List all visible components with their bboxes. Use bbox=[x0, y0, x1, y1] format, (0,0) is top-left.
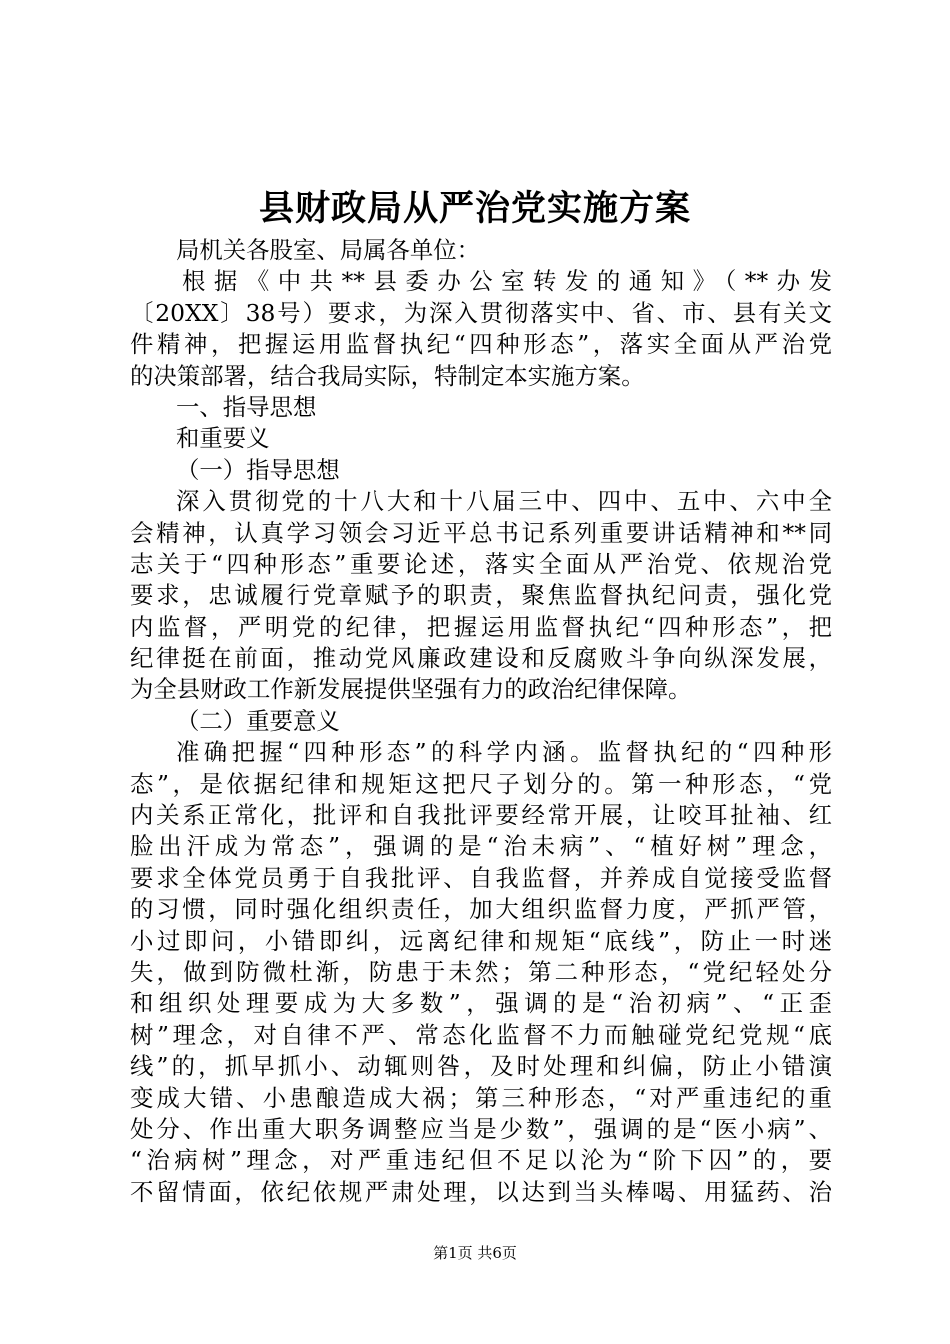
text-line: 志关于“四种形态”重要论述，落实全面从严治党、依规治党 bbox=[130, 549, 832, 578]
text-line: 和重要义 bbox=[176, 424, 270, 453]
text-line: 要求全体党员勇于自我批评、自我监督，并养成自觉接受监督 bbox=[130, 863, 832, 892]
text-line: 线”的，抓早抓小、动辄则咎，及时处理和纠偏，防止小错演 bbox=[130, 1052, 832, 1081]
text-line: “治病树”理念，对严重违纪但不足以沦为“阶下囚”的，要 bbox=[130, 1146, 832, 1175]
text-line: 小过即问，小错即纠，远离纪律和规矩“底线”，防止一时迷 bbox=[130, 926, 832, 955]
text-line: 深入贯彻党的十八大和十八届三中、四中、五中、六中全 bbox=[176, 487, 832, 516]
text-line: 会精神，认真学习领会习近平总书记系列重要讲话精神和**同 bbox=[130, 518, 832, 547]
text-line: 根据《中共**县委办公室转发的通知》（**办发 bbox=[182, 267, 832, 296]
text-line: 脸出汗成为常态”，强调的是“治未病”、“植好树”理念， bbox=[130, 832, 832, 861]
text-line: 内关系正常化，批评和自我批评要经常开展，让咬耳扯袖、红 bbox=[130, 801, 832, 830]
text-line: 件精神，把握运用监督执纪“四种形态”，落实全面从严治党 bbox=[130, 330, 832, 359]
text-line: 局机关各股室、局属各单位： bbox=[176, 236, 481, 264]
text-line: 树”理念，对自律不严、常态化监督不力而触碰党纪党规“底 bbox=[130, 1020, 832, 1049]
text-line: 和组织处理要成为大多数”，强调的是“治初病”、“正歪 bbox=[130, 989, 832, 1018]
text-line: （一）指导思想 bbox=[176, 455, 340, 484]
text-line: 不留情面，依纪依规严肃处理，以达到当头棒喝、用猛药、治 bbox=[130, 1177, 832, 1206]
document-body bbox=[130, 235, 832, 1208]
text-line: 内监督，严明党的纪律，把握运用监督执纪“四种形态”，把 bbox=[130, 612, 832, 641]
text-line: 变成大错、小患酿造成大祸；第三种形态，“对严重违纪的重 bbox=[130, 1083, 832, 1112]
text-line: 要求，忠诚履行党章赋予的职责，聚焦监督执纪问责，强化党 bbox=[130, 581, 832, 610]
text-line: 纪律挺在前面，推动党风廉政建设和反腐败斗争向纵深发展， bbox=[130, 644, 832, 673]
text-line: （二）重要意义 bbox=[176, 706, 340, 735]
text-line: 处分、作出重大职务调整应当是少数”，强调的是“医小病”、 bbox=[130, 1114, 832, 1143]
text-line: 一、指导思想 bbox=[176, 392, 317, 421]
text-line: 的决策部署，结合我局实际，特制定本实施方案。 bbox=[130, 361, 645, 390]
text-line: 态”，是依据纪律和规矩这把尺子划分的。第一种形态，“党 bbox=[130, 769, 832, 798]
text-line: 〔20XX〕38号）要求，为深入贯彻落实中、省、市、县有关文 bbox=[130, 298, 832, 327]
page-footer: 第1页 共6页 bbox=[433, 1244, 517, 1262]
text-line: 失，做到防微杜渐，防患于未然；第二种形态，“党纪轻处分 bbox=[130, 957, 832, 986]
text-line: 的习惯，同时强化组织责任，加大组织监督力度，严抓严管， bbox=[130, 895, 832, 924]
text-line: 为全县财政工作新发展提供坚强有力的政治纪律保障。 bbox=[130, 675, 692, 704]
text-line: 准确把握“四种形态”的科学内涵。监督执纪的“四种形 bbox=[176, 738, 832, 767]
document-title: 县财政局从严治党实施方案 bbox=[258, 188, 691, 229]
